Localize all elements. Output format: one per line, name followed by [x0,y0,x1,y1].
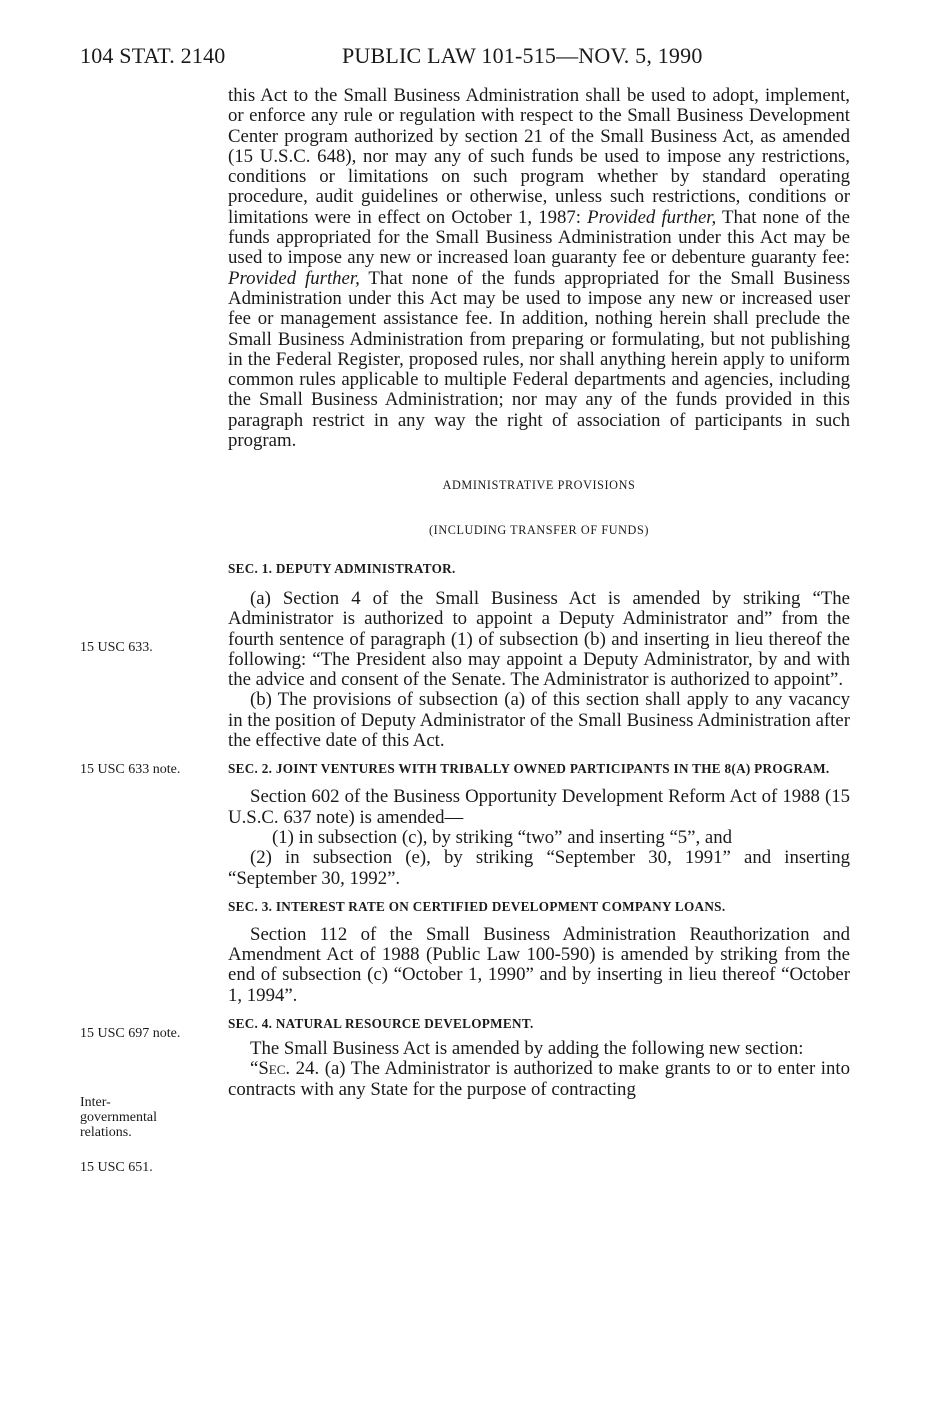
margin-note-15-usc-697-note: 15 USC 697 note. [80,1026,181,1041]
margin-note-line: relations. [80,1125,132,1140]
sec24-paragraph [228,1059,850,1100]
provided-further-2: Provided further, [228,267,360,289]
sec24-sec-word: Sec. [258,1058,291,1080]
document-body [228,86,850,1100]
intro-text-1: this Act to the Small Business Administration shall be used to adopt, implement, or enforce any rule or regulation with respect to the Small Business Development Center program authorized by section 21 of the Small Business Act, as amended (15 U.S.C. 648), nor may any of such funds be used to impose any restrictions, conditions or limitations on such program whether by standard operating procedure, audit guidelines or otherwise, unless such restrictions, conditions or limitations were in effect on October 1, 1987: [228,85,850,228]
margin-note-15-usc-633-note: 15 USC 633 note. [80,762,181,777]
transfer-of-funds-heading: (INCLUDING TRANSFER OF FUNDS) [429,522,649,537]
sec24-text: 24. (a) The Administrator is authorized to make grants to or to enter into contracts with any State for the purpose of contracting [228,1058,850,1100]
margin-note-15-usc-633: 15 USC 633. [80,640,153,655]
sec2-item-1: (1) in subsection (c), by striking “two” and inserting “5”, and [272,826,733,848]
sec2-intro: Section 602 of the Business Opportunity Development Reform Act of 1988 (15 U.S.C. 637 note) is amended— [228,786,850,828]
intro-text-2: That none of the funds appropriated for the Small Business Administration under this Act may be used to impose any new or increased loan guaranty fee or debenture guaranty fee: [228,206,850,269]
margin-note-15-usc-651: 15 USC 651. [80,1160,153,1175]
administrative-provisions-heading: ADMINISTRATIVE PROVISIONS [442,478,636,493]
public-law-title: PUBLIC LAW 101-515—NOV. 5, 1990 [342,43,703,68]
margin-note-line: Inter- [80,1095,111,1110]
margin-note-intergovernmental [80,1095,210,1140]
sec1-paragraph-b: (b) The provisions of subsection (a) of this section shall apply to any vacancy in the position of Deputy Administrator of the Small Business Administration after the effective date of this Act. [228,689,850,752]
sec1-paragraph-a: (a) Section 4 of the Small Business Act is amended by striking “The Administrator is authorized to appoint a Deputy Administrator and” from the fourth sentence of paragraph (1) of subsection (b) and inserting in lieu thereof the following: “The President also may appoint a Deputy Administrator, by and with the advice and consent of the Senate. The Administrator is authorized to appoint”. [228,587,850,691]
sec4-text: The Small Business Act is amended by adding the following new section: [250,1037,804,1059]
sec2-item-2: (2) in subsection (e), by striking “September 30, 1991” and inserting “September 30, 1992”. [228,847,850,889]
sec2-heading: SEC. 2. JOINT VENTURES WITH TRIBALLY OWNED PARTICIPANTS IN THE 8(A) PROGRAM. [228,761,830,777]
provided-further-1: Provided further, [587,206,717,228]
sec24-open-quote: “ [250,1058,259,1080]
margin-note-line: governmental [80,1110,157,1125]
sec3-text: Section 112 of the Small Business Administration Reauthorization and Amendment Act of 1988 (Public Law 100-590) is amended by striking from the end of subsection (c) “October 1, 1990” and by inserting in lieu thereof “October 1, 1994”. [228,923,850,1006]
sec4-heading: SEC. 4. NATURAL RESOURCE DEVELOPMENT. [228,1015,534,1031]
statute-page-number: 104 STAT. 2140 [80,43,226,68]
sec3-heading: SEC. 3. INTEREST RATE ON CERTIFIED DEVELOPMENT COMPANY LOANS. [228,898,726,914]
intro-text-3: That none of the funds appropriated for the Small Business Administration under this Act may be used to impose any new or increased user fee or management assistance fee. In addition, nothing herein shall preclude the Small Business Administration from preparing or formulating, but not publishing in the Federal Register, proposed rules, nor shall anything herein apply to uniform common rules applicable to multiple Federal departments and agencies, including the Small Business Administration; nor may any of the funds provided in this paragraph restrict in any way the right of association of participants in such program. [228,267,851,452]
sec1-heading: SEC. 1. DEPUTY ADMINISTRATOR. [228,560,456,576]
intro-paragraph [228,86,850,451]
